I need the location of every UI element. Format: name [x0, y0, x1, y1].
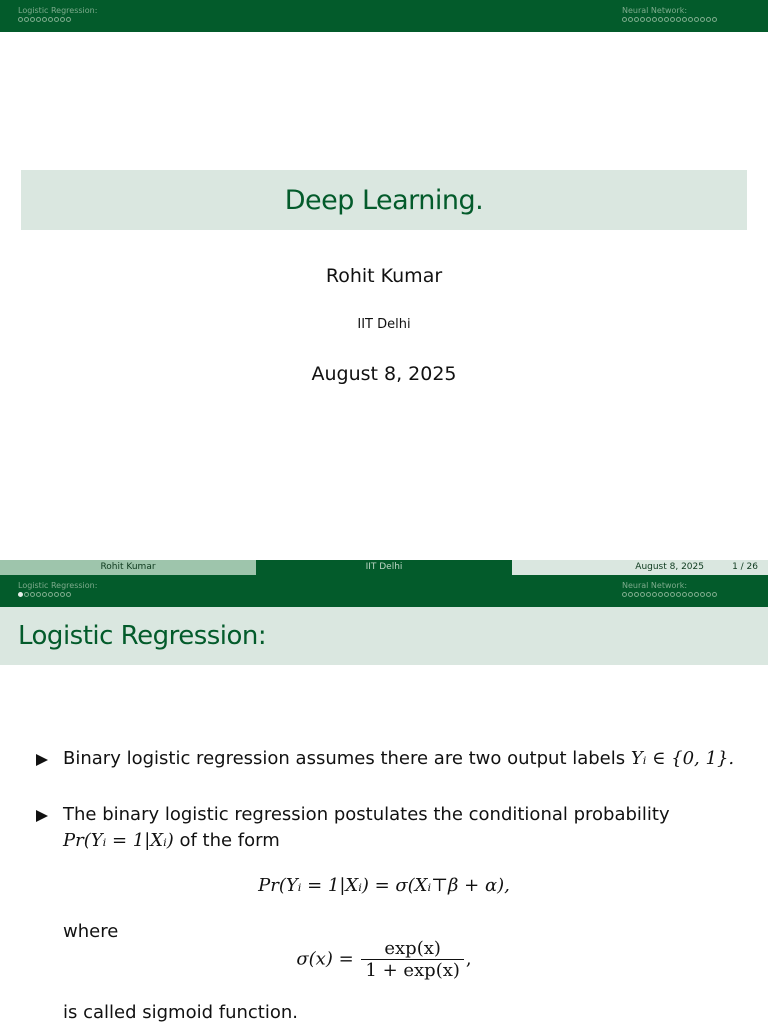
frame-title-bar	[0, 607, 768, 665]
equation-probability	[0, 875, 768, 896]
nav-frame-dot[interactable]	[700, 592, 705, 597]
nav-frame-dot[interactable]	[622, 592, 627, 597]
bullet-line: The binary logistic regression postulates the conditional probability	[63, 804, 670, 825]
nav-frame-dot[interactable]	[18, 592, 23, 597]
nav-frame-dot[interactable]	[658, 592, 663, 597]
nav-frame-dot[interactable]	[676, 17, 681, 22]
nav-frame-dots	[18, 592, 97, 597]
footline-author: Rohit Kumar	[0, 560, 256, 575]
nav-frame-dot[interactable]	[66, 592, 71, 597]
nav-frame-dot[interactable]	[688, 17, 693, 22]
logistic-regression-slide	[0, 575, 768, 1024]
page-number: 1 / 26	[732, 562, 758, 572]
nav-frame-dot[interactable]	[36, 17, 41, 22]
nav-frame-dot[interactable]	[24, 17, 29, 22]
sigmoid-fraction	[361, 938, 464, 981]
nav-frame-dot[interactable]	[682, 592, 687, 597]
bullet-math: Pr(Yᵢ = 1|Xᵢ)	[63, 830, 174, 851]
nav-frame-dot[interactable]	[688, 592, 693, 597]
nav-frame-dot[interactable]	[18, 17, 23, 22]
footline	[0, 560, 768, 575]
footline-date-page	[512, 560, 768, 575]
nav-frame-dot[interactable]	[640, 17, 645, 22]
footline-institute: IIT Delhi	[256, 560, 512, 575]
nav-frame-dot[interactable]	[670, 592, 675, 597]
sigmoid-numerator: exp(x)	[384, 938, 441, 959]
sigmoid-comma: ,	[465, 948, 472, 970]
presentation-date: August 8, 2025	[311, 363, 457, 385]
nav-frame-dot[interactable]	[628, 592, 633, 597]
nav-frame-dot[interactable]	[42, 17, 47, 22]
nav-section-logistic-regression[interactable]	[18, 6, 97, 22]
bullet-triangle-icon	[36, 810, 48, 822]
nav-frame-dot[interactable]	[54, 592, 59, 597]
where-text: where	[63, 921, 119, 942]
nav-frame-dot[interactable]	[694, 592, 699, 597]
institute-name: IIT Delhi	[357, 317, 411, 332]
nav-frame-dot[interactable]	[54, 17, 59, 22]
nav-frame-dot[interactable]	[24, 592, 29, 597]
nav-frame-dot[interactable]	[60, 17, 65, 22]
nav-frame-dot[interactable]	[640, 592, 645, 597]
nav-section-title[interactable]: Neural Network:	[622, 581, 688, 590]
sigmoid-denominator: 1 + exp(x)	[361, 959, 464, 981]
author-name: Rohit Kumar	[325, 265, 443, 287]
title-box	[21, 170, 747, 230]
nav-frame-dot[interactable]	[646, 592, 651, 597]
nav-frame-dot[interactable]	[712, 592, 717, 597]
nav-frame-dots	[18, 17, 97, 22]
nav-frame-dot[interactable]	[48, 17, 53, 22]
nav-frame-dot[interactable]	[36, 592, 41, 597]
nav-frame-dot[interactable]	[706, 592, 711, 597]
nav-frame-dot[interactable]	[676, 592, 681, 597]
nav-section-neural-network[interactable]	[622, 6, 718, 22]
bullet-line-tail: of the form	[173, 830, 280, 851]
nav-section-title[interactable]: Logistic Regression:	[18, 581, 98, 590]
nav-frame-dot[interactable]	[30, 17, 35, 22]
bullet-math: Yᵢ ∈ {0, 1}.	[630, 748, 735, 769]
sigmoid-lhs: σ(x) =	[296, 948, 354, 970]
nav-frame-dot[interactable]	[712, 17, 717, 22]
nav-section-title[interactable]: Neural Network:	[622, 6, 688, 15]
nav-frame-dot[interactable]	[646, 17, 651, 22]
nav-frame-dot[interactable]	[60, 592, 65, 597]
bullet-text-words: Binary logistic regression assumes there are two output labels	[63, 748, 626, 769]
nav-section-neural-network[interactable]	[622, 581, 718, 597]
nav-frame-dot[interactable]	[48, 592, 53, 597]
navigation-bar	[0, 0, 768, 32]
nav-frame-dot[interactable]	[42, 592, 47, 597]
nav-frame-dot[interactable]	[30, 592, 35, 597]
equation-text: Pr(Yᵢ = 1|Xᵢ) = σ(Xᵢ⊤β + α),	[258, 875, 510, 896]
presentation-title: Deep Learning.	[284, 184, 484, 216]
nav-frame-dot[interactable]	[664, 17, 669, 22]
frame-title: Logistic Regression:	[18, 621, 267, 651]
footline-date: August 8, 2025	[635, 562, 704, 572]
nav-frame-dot[interactable]	[670, 17, 675, 22]
nav-frame-dot[interactable]	[652, 592, 657, 597]
nav-frame-dot[interactable]	[634, 592, 639, 597]
nav-frame-dot[interactable]	[66, 17, 71, 22]
nav-frame-dot[interactable]	[622, 17, 627, 22]
closing-text: is called sigmoid function.	[63, 1002, 299, 1023]
bullet-text	[63, 802, 670, 854]
equation-sigmoid	[0, 938, 768, 981]
bullet-triangle-icon	[36, 754, 48, 766]
nav-frame-dot[interactable]	[700, 17, 705, 22]
nav-frame-dot[interactable]	[628, 17, 633, 22]
nav-frame-dot[interactable]	[634, 17, 639, 22]
nav-frame-dot[interactable]	[694, 17, 699, 22]
nav-frame-dot[interactable]	[682, 17, 687, 22]
nav-frame-dots	[622, 17, 718, 22]
nav-frame-dot[interactable]	[664, 592, 669, 597]
navigation-bar	[0, 575, 768, 607]
nav-frame-dot[interactable]	[658, 17, 663, 22]
nav-frame-dots	[622, 592, 718, 597]
nav-frame-dot[interactable]	[652, 17, 657, 22]
nav-frame-dot[interactable]	[706, 17, 711, 22]
nav-section-logistic-regression[interactable]	[18, 581, 97, 597]
bullet-text	[63, 746, 734, 772]
nav-section-title[interactable]: Logistic Regression:	[18, 6, 98, 15]
